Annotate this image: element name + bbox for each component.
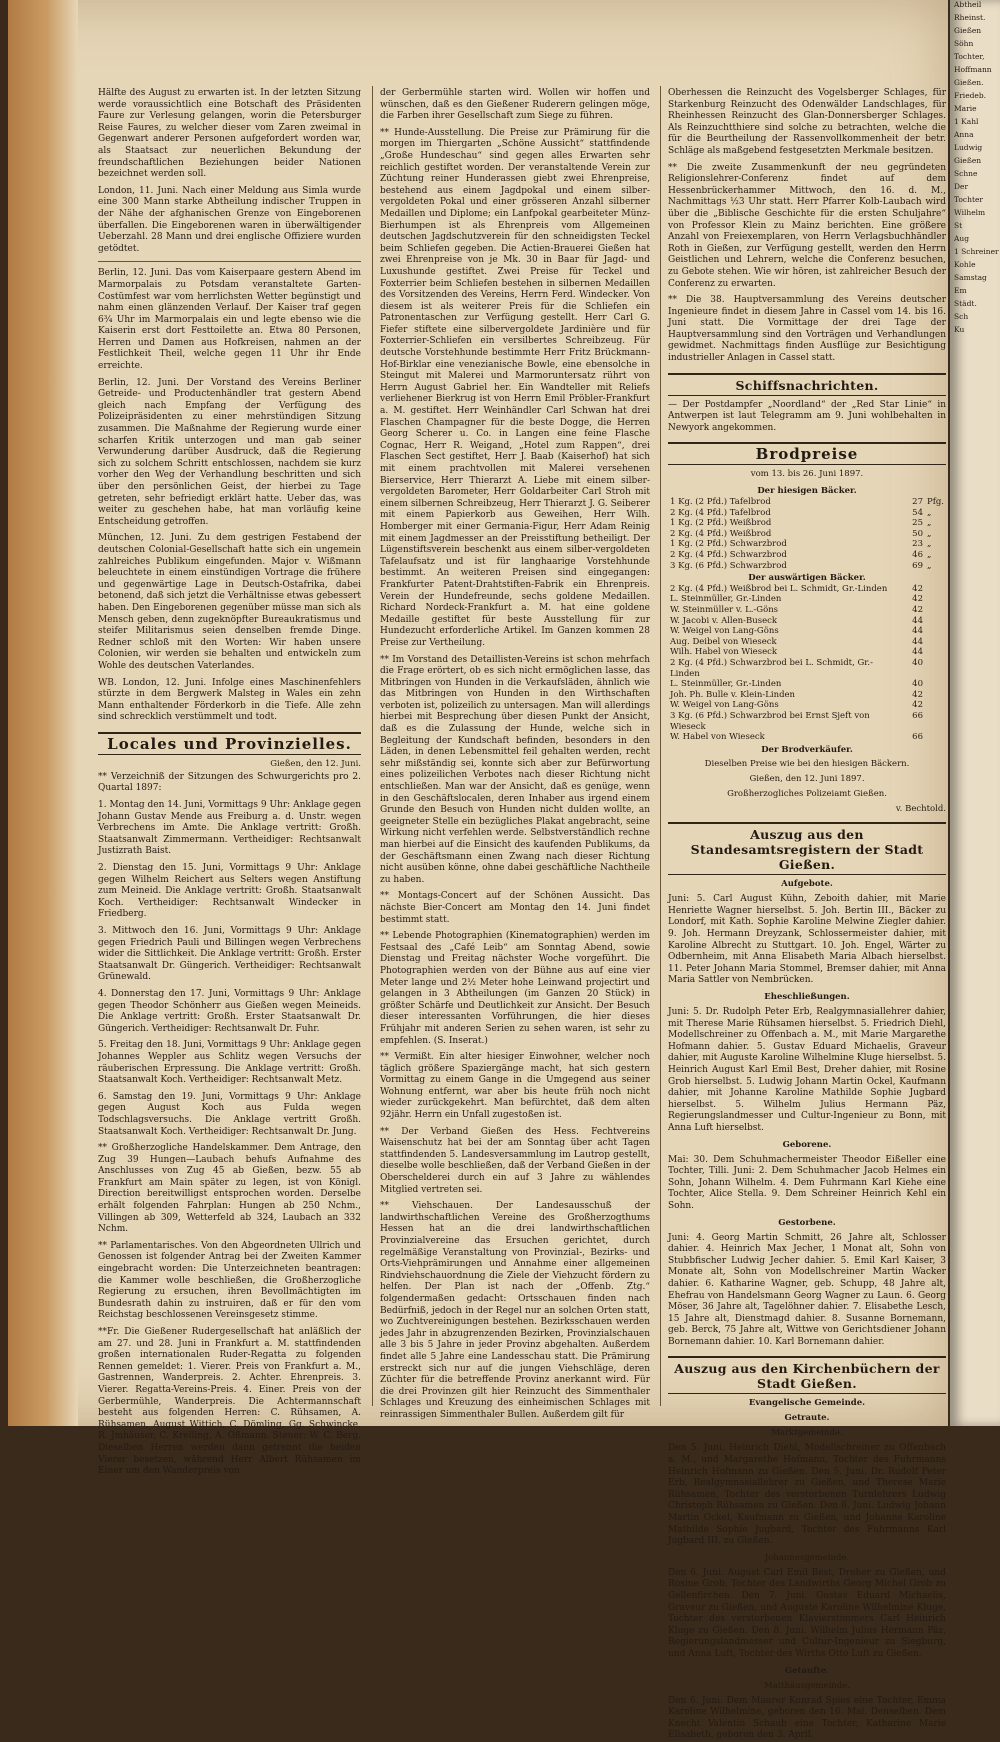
church-section-text: Den 5. Juni. Heinrich Diehl, Modellschreiner zu Offenbach a. M., und Margarethe Hofmann, Tochter des Fuhrmanns Heinrich Hofmann zu Gießen. Den 5. Juni. Dr. Rudolf Peter Erb, Realgymnasiallehrer zu Gießen, und Therese Marie Rühsamen, Tochter des verstorbenen Turnlehrers Ludwig Christoph Rühsamen zu Gießen. Den 6. Juni. Ludwig Johann Martin Ockel, Kaufmann zu Gießen, und Johanne Karoline Mathilde Sophie Jugbard, Tochter des Fuhrmanns Karl Jugbard III. zu Gießen. [668, 1443, 946, 1547]
bread-price-row [668, 594, 946, 605]
bread-price: 66 [912, 710, 923, 721]
bread-label: 2 Kg. (4 Pfd.) Schwarzbrod [670, 550, 787, 560]
bread-unit: Pfg. [926, 497, 944, 508]
church-section-title: Getaufte. [784, 1665, 830, 1676]
news-paragraph: Oberhessen die Reinzucht des Vogelsberger Schlages, für Starkenburg Reinzucht des Odenwälder Landschlages, für Rheinhessen Reinzucht des Glan-Donnersberger Schlages. Als Reinzuchtthiere sind solche zu betrachten, welche die für die Beurtheilung der Rassenvollkommenheit der betr. Schläge als maßgebend festgesetzten Merkmale besitzen. [668, 88, 946, 156]
bread-price: 25 [912, 518, 923, 529]
adjacent-page-fragment: Ludwig [954, 143, 983, 152]
bread-label: 2 Kg. (4 Pfd.) Weißbrod bei L. Schmidt, Gr.-Linden [670, 583, 888, 594]
bread-unit [925, 626, 946, 637]
news-paragraph: ** Im Vorstand des Detaillisten-Vereins ist schon mehrfach die Frage erörtert, ob es sich nicht ermöglichen lasse, das Mitbringen von Hunden in die Verkaufsläden, ähnlich wie das Mitbringen von Hunden in den Wirthschaften verboten ist, polizeilich zu untersagen. Man will allerdings hierbei mit Besprechung über diesen Punkt der Ansicht, daß es die Zulassung der Hunde, welche sich in Begleitung der Kundschaft befinden, besonders in den Läden, in denen Lebensmittel feil gehalten werden, recht sehr mißständig sei, konnte sich aber zur Befürwortung eines polizeilichen Verbotes nach dieser Richtung nicht entschließen. Man war der Ansicht, daß es genüge, wenn in den Geschäftslocalen, deren Inhaber aus irgend einem Grunde den Besuch von Hunden nicht dulden wollte, an geeigneter Stelle ein bezügliches Plakat angebracht, seine Wirkung nicht verfehlen werde. Selbstverständlich rechne man hierbei auf die Einsicht des kaufenden Publikums, da der Geschäftsmann einen Zwang nach dieser Richtung nicht ausüben könne, ohne dabei geschäftliche Nachtheile zu haben. [380, 654, 650, 885]
church-section-sub: Johannesgemeinde. [764, 1552, 850, 1563]
adjacent-page-fragment: Friedeb. [954, 91, 987, 100]
news-paragraph: Hälfte des August zu erwarten ist. In der letzten Sitzung werde voraussichtlich eine Botschaft des Präsidenten Faure zur Verlesung gelangen, worin die Petersburger Reise Faures, zu welcher dieser vom Zaren zweimal in Gegenwart anderer Personen aufgefordert worden war, als Staatsact zur neuerlichen Bekundung der freundschaftlichen Beziehungen beider Nationen bezeichnet werden soll. [98, 88, 361, 180]
column-rule [660, 86, 661, 1406]
news-paragraph: Berlin, 12. Juni. Der Vorstand des Vereins Berliner Getreide- und Productenhändler trat gestern Abend gleich nach Empfang der Verfügung des Polizeipräsidenten zu einer mehrstündigen Sitzung zusammen. Die Maßnahme der Regierung wurde einer scharfen Kritik unterzogen und man gab seiner Verwunderung darüber Ausdruck, daß die Regierung sich zu solchem Schritt entschlossen, nachdem sie kurz vorher den Weg der Verhandlung beschritten und sich über den persönlichen Geist, der hierbei zu Tage getreten, sehr befriedigt erklärt hatte. Ueber das, was weiter zu geschehen habe, hat man vorläufig keine Entscheidung getroffen. [98, 377, 361, 527]
bread-unit [925, 594, 946, 605]
bread-price: 46 [912, 550, 923, 560]
bread-price: 66 [912, 732, 923, 743]
bread-label: 2 Kg. (4 Pfd.) Tafelbrod [670, 507, 771, 518]
news-paragraph: ** Parlamentarisches. Von den Abgeordneten Ullrich und Genossen ist folgender Antrag bei der Zweiten Kammer eingebracht worden: Die Unterzeichneten beantragen: die Kammer wolle beschließen, die Großherzogliche Regierung zu ersuchen, ihren Bevollmächtigten im Bundesrath dahin zu instruiren, daß er für den vom Reichstag beschlossenen Vereinsgesetz stimme. [98, 1240, 361, 1321]
ship-news-text: — Der Postdampfer „Noordland“ der „Red Star Linie“ in Antwerpen ist laut Telegramm am 9. Juni wohlbehalten in Newyork angekommen. [668, 399, 946, 433]
bread-price: 42 [912, 594, 923, 605]
bread-price: 44 [912, 636, 923, 647]
bread-unit: „ [926, 507, 932, 518]
bread-unit [925, 658, 946, 679]
news-paragraph: 3. Mittwoch den 16. Juni, Vormittags 9 Uhr: Anklage gegen Friedrich Pauli und Billingen wegen Verbrechens wider die Sittlichkeit. Die Anklage vertritt: Großh. Erster Staatsanwalt Dr. Güngerich. Vertheidiger: Rechtsanwalt Grünewald. [98, 926, 361, 983]
bread-price: 44 [912, 626, 923, 637]
bread-price-row [668, 518, 946, 529]
adjacent-page-edge [950, 0, 1000, 1426]
adjacent-page-fragment: Tochter [954, 195, 984, 204]
bread-unit [925, 616, 946, 627]
bread-price: 50 [912, 528, 923, 539]
news-paragraph: München, 12. Juni. Zu dem gestrigen Festabend der deutschen Colonial-Gesellschaft hatte sich ein ungemein zahlreiches Publikum eingefunden. Major v. Wißmann beleuchtete in einem einstündigen Vortrage die frühere und gegenwärtige Lage in Deutsch-Ostafrika, dabei betonend, daß sich jetzt die Verhältnisse etwas gebessert haben. Den Eingeborenen gegenüber müsse man sich als Mensch geben, denn zugeknöpfter Bureaukratismus und steifer Militarismus seien denselben fremde Dinge. Redner schloß mit den Worten: Wir haben unsere Colonien, wir werden sie behalten und entwickeln zum Wohle des deutschen Vaterlandes. [98, 533, 361, 671]
bread-price-row [668, 605, 946, 616]
bread-unit [925, 732, 946, 743]
dateline: Gießen, den 12. Juni. [270, 758, 361, 769]
news-paragraph: der Gerbermühle starten wird. Wollen wir hoffen und wünschen, daß es den Gießener Ruderern gelingen möge, die Farben ihrer Gesellschaft zum Siege zu führen. [380, 88, 650, 122]
bread-price-row [668, 647, 946, 658]
bread-label: L. Steinmüller, Gr.-Linden [670, 594, 782, 605]
bread-group-label: Der Brodverkäufer. [761, 744, 853, 755]
bread-price-row [668, 529, 946, 540]
adjacent-page-fragment: Söhn [954, 39, 974, 48]
bread-unit [925, 647, 946, 658]
adjacent-page-fragment: Wilhelm [954, 208, 986, 217]
bread-group-heading [668, 571, 946, 584]
registry-section-title: Aufgebote. [781, 879, 833, 890]
bread-group-label: Der auswärtigen Bäcker. [748, 573, 866, 584]
news-paragraph: ** Verzeichniß der Sitzungen des Schwurgerichts pro 2. Quartal 1897: [98, 771, 361, 794]
bread-unit: „ [926, 528, 932, 539]
bread-unit [925, 690, 946, 701]
section-heading-church-books: Auszug aus den Kirchenbüchern der Stadt Gießen. [668, 1356, 946, 1394]
bread-price-row [668, 497, 946, 508]
bread-price-row [668, 561, 946, 572]
bread-unit [925, 711, 946, 732]
adjacent-page-fragment: Schne [954, 169, 978, 178]
news-paragraph: ** Lebende Photographien (Kinematographien) werden im Festsaal des „Café Leib“ am Sonntag Abend, sowie Dienstag und Freitag nächster Woche vorgeführt. Die Photographien werden von der Bühne aus auf eine vier Meter lange und 2½ Meter hohe Leinwand projectirt und gelangen in 3 Abtheilungen (im Ganzen 20 Stück) in größter Schärfe und Deutlichkeit zur Ansicht. Der Besuch dieser interessanten Vorführungen, die hier dieses Frühjahr mit anderen Serien zu sehen waren, ist sehr zu empfehlen. (S. Inserat.) [380, 931, 650, 1046]
registry-section [668, 1140, 946, 1213]
bread-unit: „ [926, 518, 932, 529]
adjacent-page-fragment: Marie [954, 104, 977, 113]
news-paragraph: ** Viehschauen. Der Landesausschuß der landwirthschaftlichen Vereine des Großherzogthums Hessen hat an die drei landwirthschaftlichen Provinzialvereine das Ersuchen gerichtet, durch regelmäßige Veranstaltung von Provinzial-, Bezirks- und Orts-Viehprämirungen und Annahme einer allgemeinen Rindviehschauordnung die Ziele der Viehzucht fördern zu helfen. Der Plan ist nach der „Offenb. Ztg.“ folgendermaßen gedacht: Ortsschauen finden nach Bedürfniß, jedoch in der Regel nur an solchen Orten statt, wo Zuchtvereinigungen bestehen. Bezirksschauen werden jedes Jahr in abzugrenzenden Bezirken, Provinzialschauen alle 3 bis 5 Jahre in jeder Provinz abgehalten. Außerdem findet alle 5 Jahre eine Landesschau statt. Die Prämirung erstreckt sich nur auf die jungen Viehschläge, deren Züchter für die betreffende Provinz anerkannt wird. Für die drei Provinzen gilt hier Reinzucht des Simmenthaler Schlages und Kreuzung des einheimischen Schlages mit reinrassigen Simmenthaler Bullen. Außerdem gilt für [380, 1201, 650, 1420]
bread-price-table [668, 484, 946, 755]
adjacent-page-fragment: Em [954, 286, 967, 295]
adjacent-page-fragment: Tochter, [954, 52, 985, 61]
bread-footer: Dieselben Preise wie bei den hiesigen Bäckern. [704, 759, 910, 770]
bread-price-row [668, 711, 946, 732]
adjacent-page-fragment: Der [954, 182, 969, 191]
adjacent-page-fragment: Anna [954, 130, 974, 139]
column-3 [668, 88, 946, 1741]
page-gutter-shadow [8, 0, 78, 1426]
bread-unit [925, 637, 946, 648]
bread-price: 69 [912, 560, 923, 571]
bread-price-row [668, 658, 946, 679]
news-paragraph: **Fr. Die Gießener Rudergesellschaft hat anläßlich der am 27. und 28. Juni in Frankfurt a. M. stattfindenden großen internationalen Ruder-Regatta zu folgenden Rennen gemeldet: 1. Vierer. Preis von Frankfurt a. M., Gastrennen, Wanderpreis. 2. Achter. Ehrenpreis. 3. Vierer. Regatta-Vereins-Preis. 4. Einer. Preis von der Gerbermühle, Wanderpreis. Die Achtermannschaft besteht aus folgenden Herren: C. Rühsamen, A. Rühsamen, August Wittich, C. Dömling, Gg. Schwincke, R. Jmhäuser, C. Krelling, A. Oßmann. Steuer: W. C. Berg. Dieselben Herren werden dann getrennt die beiden Vierer besetzen, während Herr Albert Rühsamen im Einer um den Wanderpreis von [98, 1327, 361, 1477]
adjacent-page-fragment: Gießen [954, 156, 982, 165]
section-heading-civil-registry: Auszug aus den Standesamtsregistern der Stadt Gießen. [668, 822, 946, 875]
news-paragraph: London, 11. Juni. Nach einer Meldung aus Simla wurde eine 300 Mann starke Abtheilung indischer Truppen in der Nähe der afghanischen Grenze von Eingeborenen überfallen. Die Eingeborenen waren in überwältigender Ueberzahl. 28 Mann und drei englische Offiziere wurden getödtet. [98, 185, 361, 254]
news-paragraph: 2. Dienstag den 15. Juni, Vormittags 9 Uhr: Anklage gegen Wilhelm Reichert aus Selters wegen Anstiftung zum Meineid. Die Anklage vertritt: Großh. Staatsanwalt Koch. Vertheidiger: Rechtsanwalt Windecker in Friedberg. [98, 863, 361, 920]
bread-price-row [668, 690, 946, 701]
registry-section-text: Mai: 30. Dem Schuhmachermeister Theodor Eißeller eine Tochter, Tilli. Juni: 2. Dem Schuhmacher Jacob Helmes ein Sohn, Johann Wilhelm. 4. Dem Fuhrmann Karl Kiehe eine Tochter, Alice Stella. 9. Dem Schreiner Heinrich Kehl ein Sohn. [668, 1154, 946, 1211]
registry-section [668, 879, 946, 987]
adjacent-page-fragment: Sch [954, 312, 969, 321]
news-paragraph: 4. Donnerstag den 17. Juni, Vormittags 9 Uhr: Anklage gegen Theodor Schönherr aus Gießen wegen Meineids. Die Anklage vertritt: Großh. Erster Staatsanwalt Dr. Güngerich. Vertheidiger: Rechtsanwalt Dr. Fuhr. [98, 988, 361, 1034]
news-paragraph: ** Großherzogliche Handelskammer. Dem Antrage, den Zug 39 Hungen—Laubach behufs Aufnahme des Anschlusses von Zug 45 ab Gießen, bezw. 55 ab Frankfurt am Main später zu legen, ist von Königl. Direction bereitwilligst entsprochen worden. Derselbe erhält folgenden Fahrplan: Hungen ab 250 Nchm., Villingen ab 309, Wetterfeld ab 324, Laubach an 332 Nchm. [98, 1143, 361, 1235]
adjacent-page-fragment: 1 Kahl [954, 117, 979, 126]
news-paragraph: ** Montags-Concert auf der Schönen Aussicht. Das nächste Bier-Concert am Montag den 14. Juni findet bestimmt statt. [380, 891, 650, 925]
bread-place-date: Gießen, den 12. Juni 1897. [749, 774, 865, 785]
bread-office: Großherzogliches Polizeiamt Gießen. [727, 789, 887, 800]
bread-label: L. Steinmüller, Gr.-Linden [670, 679, 782, 690]
bread-unit: „ [926, 539, 932, 550]
bread-label: 2 Kg. (4 Pfd.) Weißbrod [670, 528, 772, 539]
church-section-text: Den 6. Juni. August Carl Emil Best, Dreher zu Gießen, und Rosine Grob, Tochter des Landwirths Georg Michel Grob zu Gellenfirchen. Den 7. Juni. Gustav Eduard Michaelis, Graveur zu Gießen, und Auguste Karoline Wilhelmine Kluge, Tochter des verstorbenen Klavierstimmers Carl Heinrich Kluge zu Gießen. Den 8. Juni. Wilhelm Julius Hermann Päz, Regierungslandmesser und Cultur-Ingenieur zu Siegburg, und Anna Luft, Tochter des Wirths Otto Luft zu Gießen. [668, 1567, 946, 1659]
registry-section [668, 992, 946, 1135]
registry-section-text: Juni: 5. Carl August Kühn, Zeboith dahier, mit Marie Henriette Wagner hierselbst. 5. Joh. Bertin III., Bäcker zu Londorf, mit Kath. Sophie Karoline Melwine Ziegler dahier. 9. Joh. Hermann Dreyzank, Schlossermeister dahier, mit Karoline Albrecht zu Stuttgart. 10. Joh. Engel, Wärter zu Odbernheim, mit Anna Elisabeth Maria Albach hierselbst. 11. Peter Johann Maria Stommel, Bremser dahier, mit Anna Maria Sattler von Nembrücken. [668, 894, 946, 986]
bread-price: 40 [912, 679, 923, 690]
adjacent-page-fragment: Samstag [954, 273, 987, 282]
bread-label: Wilh. Habel von Wieseck [670, 647, 778, 658]
registry-section-text: Juni: 4. Georg Martin Schmitt, 26 Jahre alt, Schlosser dahier. 4. Heinrich Max Jecher, 1 Monat alt, Sohn von Stubbfischer Ludwig Jecher dahier. 5. Emil Karl Kaiser, 3 Monate alt, Sohn von Modellschreiner Martin Wacker dahier. 6. Katharine Wagner, geb. Schupp, 48 Jahre alt, Ehefrau von Handelsmann Georg Wagner zu Laun. 6. Georg Möser, 36 Jahre alt, Tagelöhner dahier. 7. Elisabethe Lesch, 15 Jahre alt, Dienstmagd dahier. 8. Susanne Bornemann, geb. Berck, 75 Jahre alt, Wittwe von Gerichtsdiener Johann Bornemann dahier. 10. Karl Bornemann dahier. [668, 1232, 946, 1347]
bread-unit: „ [926, 550, 932, 560]
bread-price-row [668, 637, 946, 648]
bread-price: 23 [912, 539, 923, 550]
column-2 [380, 88, 650, 1420]
news-paragraph: Berlin, 12. Juni. Das vom Kaiserpaare gestern Abend im Marmorpalais zu Potsdam veranstaltete Garten-Costümfest war vom herrlichsten Wetter begünstigt und nahm einen glänzenden Verlauf. Der Kaiser traf gegen 6¾ Uhr im Marmorpalais ein und legte ebenso wie die Kaiserin erst dort Festtoilette an. Etwa 80 Personen, Herren und Damen aus Hofkreisen, nahmen an der Festlichkeit Theil, welche gegen 11 Uhr ihr Ende erreichte. [98, 268, 361, 372]
adjacent-page-fragment: Gießen [954, 26, 982, 35]
bread-label: 1 Kg. (2 Pfd.) Tafelbrod [670, 497, 771, 508]
adjacent-page-fragment: Ku [954, 325, 965, 334]
bread-price-row [668, 508, 946, 519]
bread-label: Aug. Deibel von Wieseck [670, 636, 777, 647]
news-paragraph: ** Der Verband Gießen des Hess. Fechtvereins Waisenschutz hat bei der am Sonntag über acht Tagen stattfindenden 5. Landesversammlung im Lautrop gestellt, dieselbe wolle beschließen, daß der Verband Gießen in der Oberschelderei durch ein auf 3 Jahre zu wählendes Mitglied vertreten sei. [380, 1126, 650, 1195]
bread-price: 27 [912, 497, 923, 508]
bread-price: 42 [912, 604, 923, 615]
news-paragraph: 6. Samstag den 19. Juni, Vormittags 9 Uhr: Anklage gegen August Koch aus Fulda wegen Todschlagsversuchs. Die Anklage vertritt Großh. Staatsanwalt Koch. Vertheidiger: Rechtsanwalt Dr. Jung. [98, 1091, 361, 1137]
church-section-text: Den 6. Juni. Dem Maurer Konrad Spies eine Tochter, Emma Karoline Wilhelmine, geboren den 16. Mai. Denselben. Dem Knecht Valentin Schaub eine Tochter, Katharine Marie Elisabeth, geboren den 3. April. [668, 1695, 946, 1741]
bread-label: W. Steinmüller v. L.-Göns [670, 604, 779, 615]
adjacent-page-fragment: Aug [954, 234, 970, 243]
bread-price-row [668, 626, 946, 637]
bread-price-row [668, 732, 946, 743]
news-paragraph: 1. Montag den 14. Juni, Vormittags 9 Uhr: Anklage gegen Johann Gustav Mende aus Freiburg a. d. Unstr. wegen Verbrechens im Amte. Die Anklage vertritt: Großh. Staatsanwalt Zimmermann. Vertheidiger: Rechtsanwalt Justizrath Baist. [98, 800, 361, 857]
news-paragraph: WB. London, 12. Juni. Infolge eines Maschinenfehlers stürzte in dem Bergwerk Malsteg in Wales ein zehn Mann enthaltender Förderkorb in die Tiefe. Alle zehn sind schrecklich verstümmelt und todt. [98, 677, 361, 723]
news-paragraph: ** Die 38. Hauptversammlung des Vereins deutscher Ingenieure findet in diesem Jahre in Cassel vom 14. bis 16. Juni statt. Die Vormittage der drei Tage der Hauptversammlung sind den Vorträgen und Verhandlungen gewidmet. Nachmittags finden Ausflüge zur Besichtigung industrieller Anlagen in Cassel statt. [668, 295, 946, 364]
bread-group-heading [668, 484, 946, 497]
church-section-sub: Marktgemeinde. [771, 1428, 843, 1439]
adjacent-page-fragment: Gießen. [954, 78, 984, 87]
bread-label: W. Weigel von Lang-Göns [670, 626, 779, 637]
bread-label: 3 Kg. (6 Pfd.) Schwarzbrod bei Ernst Sjeft von Wieseck [670, 710, 870, 732]
bread-price-row [668, 550, 946, 561]
bread-price: 54 [912, 507, 923, 518]
section-heading-local-news: Locales und Provinzielles. [98, 732, 361, 755]
registry-section-text: Juni: 5. Dr. Rudolph Peter Erb, Realgymnasiallehrer dahier, mit Therese Marie Rühsamen hierselbst. 5. Friedrich Diehl, Modellschreiner zu Offenbach a. M., mit Marie Margarethe Hofmann dahier. 5. Gustav Eduard Michaelis, Graveur dahier, mit Auguste Karoline Wilhelmine Kluge hierselbst. 5. Heinrich August Karl Emil Best, Dreher dahier, mit Rosine Grob hierselbst. 5. Ludwig Johann Martin Ockel, Kaufmann dahier, mit Johanne Karoline Mathilde Sophie Jugbard hierselbst. 5. Wilhelm Julius Hermann Päz, Regierungslandmesser und Cultur-Ingenieur zu Bonn, mit Anna Luft hierselbst. [668, 1007, 946, 1133]
registry-section-title: Eheschließungen. [764, 992, 850, 1003]
bread-price: 40 [912, 657, 923, 668]
bread-label: 1 Kg. (2 Pfd.) Schwarzbrod [670, 539, 787, 550]
adjacent-page-fragment: Rheinst. [954, 13, 986, 22]
bread-price-row [668, 584, 946, 595]
bread-price: 42 [912, 700, 923, 711]
bread-price: 42 [912, 689, 923, 700]
adjacent-page-fragment: St [954, 221, 963, 230]
news-paragraph: 5. Freitag den 18. Juni, Vormittags 9 Uhr: Anklage gegen Johannes Weppler aus Schlitz wegen Versuchs der räuberischen Erpressung. Die Anklage vertritt: Großh. Staatsanwalt Koch. Vertheidiger: Rechtsanwalt Metz. [98, 1040, 361, 1086]
bread-label: 3 Kg. (6 Pfd.) Schwarzbrod [670, 560, 787, 571]
news-paragraph: ** Vermißt. Ein alter hiesiger Einwohner, welcher noch täglich größere Spaziergänge macht, hat sich gestern Vormittag zu einem Gange in die Umgegend aus seiner Wohnung entfernt, war aber bis heute früh noch nicht wieder zurückgekehrt. Man befürchtet, daß dem alten 92jähr. Herrn ein Unfall zugestoßen ist. [380, 1052, 650, 1121]
bread-unit: „ [926, 560, 932, 571]
bread-price-row [668, 679, 946, 690]
bread-label: 2 Kg. (4 Pfd.) Schwarzbrod bei L. Schmidt, Gr.-Linden [670, 657, 873, 679]
column-1 [98, 88, 361, 1477]
bread-price-row [668, 539, 946, 550]
news-paragraph: ** Hunde-Ausstellung. Die Preise zur Prämirung für die morgen im Thiergarten „Schöne Aussicht“ stattfindende „Große Hundeschau“ sind gegen alles Erwarten sehr reichlich gestiftet worden. Der veranstaltende Verein zur Züchtung reiner Hunderassen giebt zwei Ehrenpreise, bestehend aus einem Jagdpokal und einem silber-vergoldeten Pokal und einer grösseren Anzahl silberner Medaillen und Diplome; ein Lanfpokal gearbeiteter Münz-Bierhumpen ist als Ehrenpreis vom Allgemeinen deutschen Jagdschutzverein für den schneidigsten Teckel beim Schliefen gegeben. Die Actien-Brauerei Gießen hat zwei Ehrenpreise von je Mk. 30 in Baar für Jagd- und Luxushunde gestiftet. Zwei Preise für Teckel und Foxterrier beim Schliefen bestehen in silbernen Medaillen des Vorsitzenden des Vereins, Herrn Ferd. Windecker. Von diesem ist als weiterer Preis für die Schliefen ein Patronentaschen zur Verfügung gestellt. Herr Carl G. Fiefer stiftete eine silbervergoldete Jardinière und für Foxterrier-Schliefen ein versilbertes Schreibzeug. Für deutsche Vorstehhunde bestimmte Herr Fritz Brückmann-Hof-Birklar eine venezianische Bowle, eine ebensolche in Steingut mit Malerei und Marmoruntersatz rührt von Herrn August Gabriel her. Ein Wandteller mit Reliefs verliehener Bierkrug ist von Herrn Emil Pröbler-Frankfurt a. M. gestiftet. Herr Weinhändler Carl Schwan hat drei Flaschen Champagner für die beste Dogge, die Herren Georg Scherer u. Co. in Langen eine feine Flasche Cognac, Herr R. Weigand, „Hotel zum Rappen“, drei Flaschen Sect gestiftet, Herr J. Baab (Kaiserhof) hat sich mit einem prachtvollen mit Malerei versehenen Bierservice, Herr Thierarzt A. Liebe mit einem silber-vergoldeten Barometer, Herr Goldarbeiter Carl Stroh mit einem silbernen Schreibzeug, Herr Thierarzt J. G. Seiberer mit einem Papierkorb aus Geweihen, Herr Wilh. Homberger mit einer Germania-Figur, Herr Adam Reinig mit einem Jagdmesser an der Preisstiftung betheiligt. Der Lügenstiftsverein beschenkt aus einem silber-vergoldeten Tafelaufsatz und ist für langhaarige Vorstehhunde bestimmt. An weiteren Preisen sind eingegangen: Frankfurter Patent-Drahtstiften-Fabrik ein Ehrenpreis. Verein der Hundefreunde, sechs goldene Medaillen. Richard Nordeck-Frankfurt a. M. hat eine goldene Medaille gestiftet für beste Ausstellung für zur Hundezucht erforderliche Artikel. Im Ganzen kommen 28 Preise zur Vertheilung. [380, 127, 650, 648]
news-paragraph: ** Die zweite Zusammenkunft der neu gegründeten Religionslehrer-Conferenz findet auf dem Hessenbrückerhammer Mittwoch, den 16. d. M., Nachmittags ½3 Uhr statt. Herr Pfarrer Kolb-Laubach wird über die „Biblische Geschichte für die ersten Schuljahre“ von Professor Klein zu Mainz berichten. Eine größere Anzahl von Freiexemplaren, von Herrn Verlagsbuchhändler Roth in Gießen, zur Verfügung gestellt, werden den Herrn Geistlichen und Lehrern, welche die Conferenz besuchen, zu Gebote stehen. Wie wir hören, ist zahlreicher Besuch der Conferenz zu erwarten. [668, 162, 946, 289]
bread-prices-period: vom 13. bis 26. Juni 1897. [750, 469, 864, 480]
bread-price: 42 [912, 583, 923, 594]
bread-group-label: Der hiesigen Bäcker. [757, 486, 857, 497]
adjacent-page-fragment: Städt. [954, 299, 977, 308]
bread-label: 1 Kg. (2 Pfd.) Weißbrod [670, 518, 772, 529]
bread-price-row [668, 616, 946, 627]
registry-section [668, 1218, 946, 1349]
church-section [668, 1413, 946, 1547]
registry-section-title: Gestorbene. [778, 1217, 836, 1228]
bread-group-heading [668, 743, 946, 756]
bread-unit [925, 605, 946, 616]
bread-label: Joh. Ph. Bulle v. Klein-Linden [670, 689, 796, 700]
bread-label: W. Habel von Wieseck [670, 732, 765, 743]
bread-label: W. Weigel von Lang-Göns [670, 700, 779, 711]
bread-signature: v. Bechtold. [895, 804, 946, 815]
church-section [668, 1553, 946, 1661]
divider [98, 261, 361, 262]
church-section-title: Getraute. [784, 1413, 830, 1424]
adjacent-page-fragment: Abtheil [954, 0, 982, 9]
column-rule [372, 86, 373, 1406]
adjacent-page-fragment: 1 Schreiner [954, 247, 999, 256]
registry-section-title: Geborene. [782, 1139, 832, 1150]
church-section-sub: Matthäusgemeinde. [764, 1680, 850, 1691]
bread-price-row [668, 700, 946, 711]
adjacent-page-fragment: Kohle [954, 260, 976, 269]
adjacent-page-fragment: Hoffmann [954, 65, 992, 74]
bread-unit [925, 584, 946, 595]
bread-price: 44 [912, 647, 923, 658]
newspaper-page [8, 0, 948, 1741]
bread-prices-title: Brodpreise [668, 442, 946, 465]
bread-price: 44 [912, 615, 923, 626]
bread-label: W. Jacobi v. Allen-Buseck [670, 615, 778, 626]
bread-unit [925, 700, 946, 711]
church-section [668, 1666, 946, 1742]
section-heading-ship-news: Schiffsnachrichten. [668, 373, 946, 396]
church-parish: Evangelische Gemeinde. [748, 1398, 866, 1409]
bread-unit [925, 679, 946, 690]
